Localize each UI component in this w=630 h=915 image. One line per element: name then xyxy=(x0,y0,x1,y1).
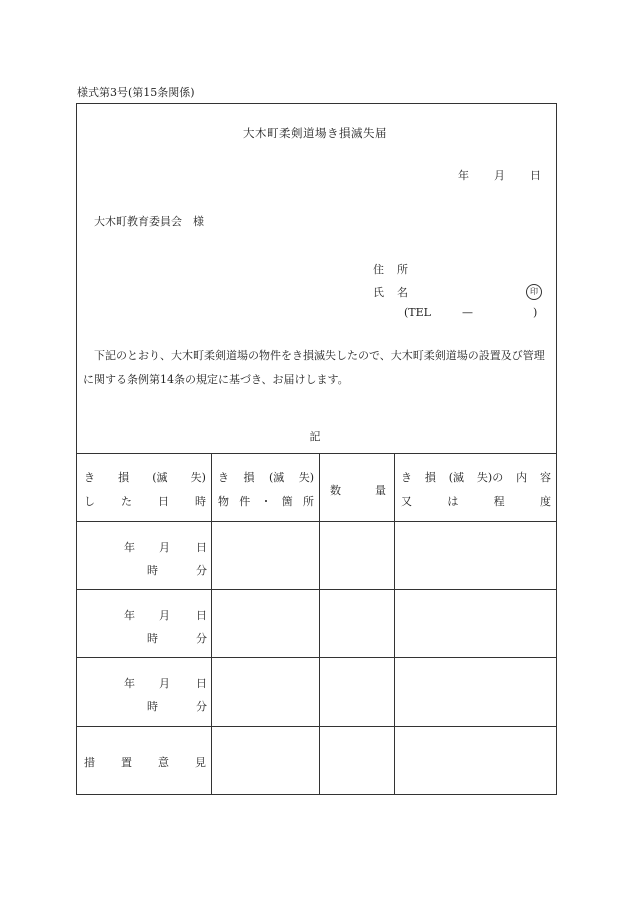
row-day: 日 xyxy=(196,677,207,690)
measures-text: 見 xyxy=(195,756,206,769)
row-divider xyxy=(76,657,557,658)
header-datetime-line1 xyxy=(84,469,206,485)
header-text: き xyxy=(218,471,229,484)
header-text: き xyxy=(401,471,412,484)
header-text: 容 xyxy=(539,471,551,484)
row-hour: 時 xyxy=(147,700,158,713)
header-text: (滅 xyxy=(152,471,168,484)
tel-dash: — xyxy=(462,306,473,319)
header-text: 物 xyxy=(218,495,229,508)
header-text: 損 xyxy=(118,471,130,484)
header-text: 数 xyxy=(330,484,341,497)
tel-open: (TEL xyxy=(404,306,431,319)
header-text: は xyxy=(447,495,459,508)
row-year: 年 xyxy=(124,541,135,554)
header-text: 失) xyxy=(190,471,206,484)
header-text: し xyxy=(84,495,95,508)
header-text: ・ xyxy=(260,495,272,508)
address-label-2: 所 xyxy=(397,263,408,276)
measures-text: 置 xyxy=(121,756,132,769)
header-content-line1 xyxy=(401,469,551,485)
column-divider xyxy=(394,453,395,795)
row-minute: 分 xyxy=(196,700,207,713)
row-year: 年 xyxy=(124,677,135,690)
header-text: 所 xyxy=(303,495,314,508)
header-text: 内 xyxy=(516,471,528,484)
table-top-border xyxy=(76,453,557,454)
header-text: 箇 xyxy=(281,495,293,508)
header-text: 失)の xyxy=(476,471,504,484)
header-text: (滅 xyxy=(268,471,285,484)
header-text: 時 xyxy=(195,495,206,508)
header-text: (滅 xyxy=(448,471,465,484)
header-item-line2 xyxy=(218,493,314,509)
row-hour: 時 xyxy=(147,632,158,645)
date-month-label: 月 xyxy=(494,169,505,182)
measures-text: 意 xyxy=(158,756,169,769)
notice-body: 下記のとおり、大木町柔剣道場の物件をき損滅失したので、大木町柔剣道場の設置及び管理に関する条例第14条の規定に基づき、お届けします。 xyxy=(83,349,545,386)
header-bottom-border xyxy=(76,521,557,522)
header-text: 件 xyxy=(239,495,251,508)
row-day: 日 xyxy=(196,609,207,622)
header-text: 又 xyxy=(401,495,412,508)
header-text: 損 xyxy=(243,471,255,484)
tel-close: ) xyxy=(533,306,538,319)
header-text: 量 xyxy=(375,484,386,497)
address-label-1: 住 xyxy=(373,263,384,276)
row-month: 月 xyxy=(159,677,170,690)
measures-text: 措 xyxy=(84,756,95,769)
header-text: 度 xyxy=(539,495,551,508)
row-month: 月 xyxy=(159,541,170,554)
header-text: 失) xyxy=(298,471,314,484)
row-minute: 分 xyxy=(196,564,207,577)
row-divider xyxy=(76,589,557,590)
addressee: 大木町教育委員会 様 xyxy=(94,215,204,228)
row-minute: 分 xyxy=(196,632,207,645)
header-item-line1 xyxy=(218,469,314,485)
seal-mark: 印 xyxy=(526,284,542,300)
header-text: 程 xyxy=(493,495,505,508)
measures-opinion-label xyxy=(84,754,206,770)
form-number-label: 様式第3号(第15条関係) xyxy=(77,86,195,99)
name-label-1: 氏 xyxy=(373,286,384,299)
date-year-label: 年 xyxy=(458,169,469,182)
header-text: き xyxy=(84,471,95,484)
header-text: 日 xyxy=(158,495,169,508)
date-day-label: 日 xyxy=(530,169,541,182)
header-text: 損 xyxy=(424,471,436,484)
ki-heading: 記 xyxy=(309,430,321,443)
column-divider xyxy=(211,453,212,795)
form-frame xyxy=(76,103,557,795)
header-quantity xyxy=(330,482,386,498)
header-content-line2 xyxy=(401,493,551,509)
name-label-2: 名 xyxy=(397,286,408,299)
header-datetime-line2 xyxy=(84,493,206,509)
column-divider xyxy=(319,453,320,795)
row-hour: 時 xyxy=(147,564,158,577)
form-title: 大木町柔剣道場き損滅失届 xyxy=(243,126,387,140)
row-month: 月 xyxy=(159,609,170,622)
header-text: た xyxy=(121,495,132,508)
row-divider xyxy=(76,726,557,727)
row-day: 日 xyxy=(196,541,207,554)
row-year: 年 xyxy=(124,609,135,622)
